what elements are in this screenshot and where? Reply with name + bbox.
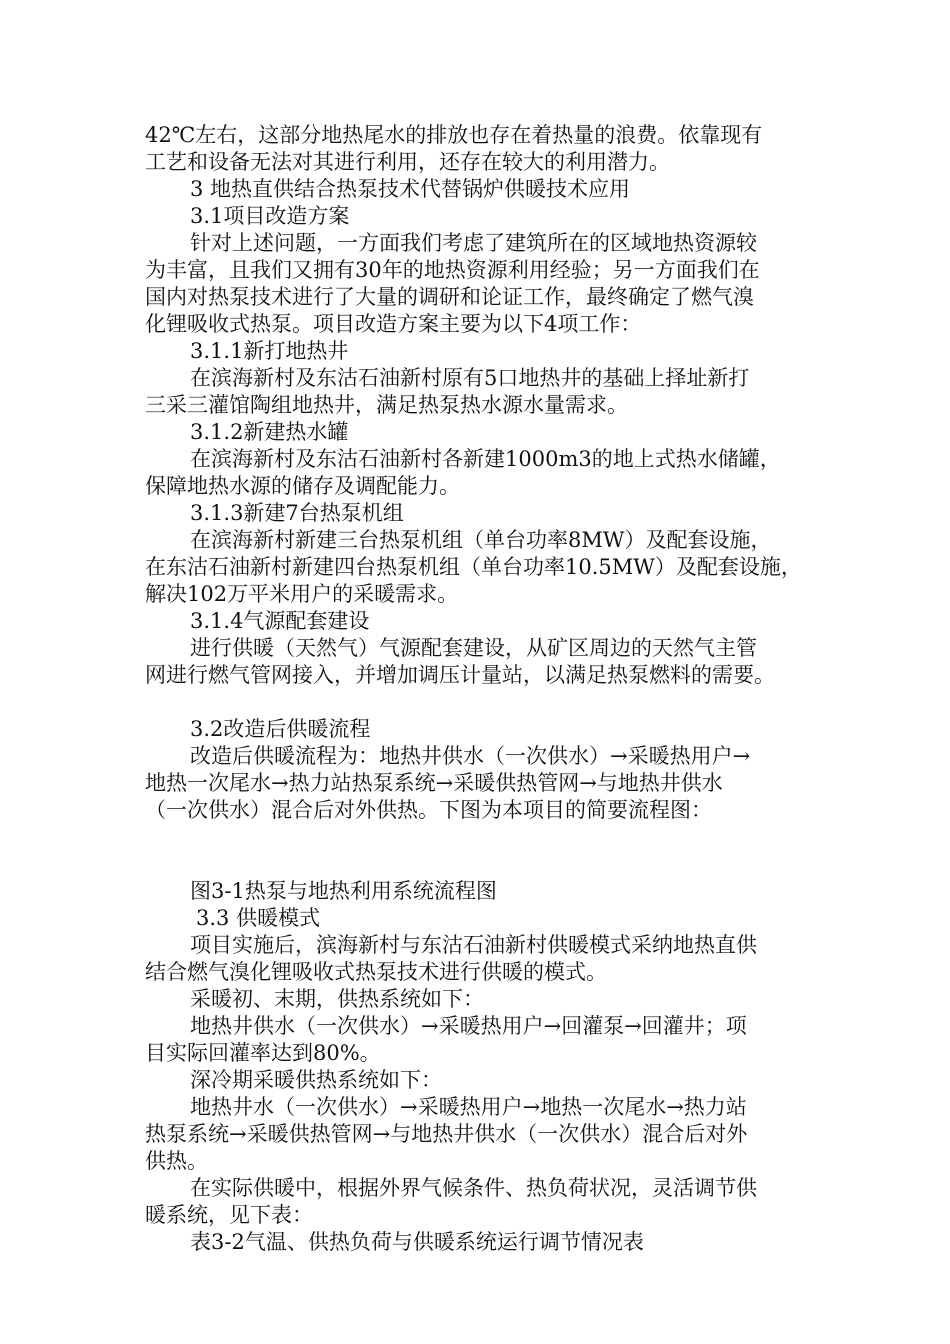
body-text-line: 在东沽石油新村新建四台热泵机组（单台功率10.5MW）及配套设施， [145,555,802,579]
body-text-line: 针对上述问题，一方面我们考虑了建筑所在的区域地热资源较 [190,231,757,255]
body-text-line: 国内对热泵技术进行了大量的调研和论证工作，最终确定了燃气溴 [145,285,754,309]
subsection-heading: 3.3 供暖模式 [196,906,321,930]
body-text-line: 暖系统，见下表： [145,1203,313,1227]
subsection-heading: 3.1.3新建7台热泵机组 [190,501,404,525]
body-text-line: 采暖初、末期，供热系统如下： [190,987,484,1011]
body-text-line: 为丰富，且我们又拥有30年的地热资源利用经验；另一方面我们在 [145,258,760,282]
body-text-line: 化锂吸收式热泵。项目改造方案主要为以下4项工作： [145,312,642,336]
body-text-line: 地热一次尾水→热力站热泵系统→采暖供热管网→与地热井供水 [145,771,723,795]
body-text-line: 在实际供暖中，根据外界气候条件、热负荷状况，灵活调节供 [190,1176,757,1200]
subsection-heading: 3.1项目改造方案 [190,204,350,228]
body-text-line: 地热井水（一次供水）→采暖热用户→地热一次尾水→热力站 [190,1095,747,1119]
body-text-line: 地热井供水（一次供水）→采暖热用户→回灌泵→回灌井；项 [190,1014,747,1038]
subsection-heading: 3.1.2新建热水罐 [190,420,349,444]
body-text-line: 保障地热水源的储存及调配能力。 [145,474,460,498]
body-text-line: 目实际回灌率达到80%。 [145,1041,381,1065]
body-text-line: 深冷期采暖供热系统如下： [190,1068,442,1092]
body-text-line: 工艺和设备无法对其进行利用，还存在较大的利用潜力。 [145,150,670,174]
table-caption: 表3-2气温、供热负荷与供暖系统运行调节情况表 [190,1230,644,1254]
body-text-line: 在滨海新村及东沽石油新村原有5口地热井的基础上择址新打 [190,366,750,390]
body-text-line: 解决102万平米用户的采暖需求。 [145,582,459,606]
body-text-line: 三采三灌馆陶组地热井，满足热泵热水源水量需求。 [145,393,628,417]
subsection-heading: 3.1.1新打地热井 [190,339,349,363]
subsection-heading: 3.2改造后供暖流程 [190,717,371,741]
body-text-line: 结合燃气溴化锂吸收式热泵技术进行供暖的模式。 [145,960,607,984]
figure-caption: 图3-1热泵与地热利用系统流程图 [190,879,497,903]
section-heading: 3 地热直供结合热泵技术代替锅炉供暖技术应用 [190,177,631,201]
body-text-line: 42℃左右，这部分地热尾水的排放也存在着热量的浪费。依靠现有 [145,123,763,147]
body-text-line: 在滨海新村及东沽石油新村各新建1000m3的地上式热水储罐， [190,447,781,471]
body-text-line: 改造后供暖流程为：地热井供水（一次供水）→采暖热用户→ [190,744,751,768]
body-text-line: 项目实施后，滨海新村与东沽石油新村供暖模式采纳地热直供 [190,933,757,957]
body-text-line: 在滨海新村新建三台热泵机组（单台功率8MW）及配套设施， [190,528,772,552]
body-text-line: （一次供水）混合后对外供热。下图为本项目的简要流程图： [145,798,712,822]
body-text-line: 网进行燃气管网接入，并增加调压计量站，以满足热泵燃料的需要。 [145,663,775,687]
body-text-line: 供热。 [145,1149,208,1173]
subsection-heading: 3.1.4气源配套建设 [190,609,370,633]
body-text-line: 热泵系统→采暖供热管网→与地热井供水（一次供水）混合后对外 [145,1122,748,1146]
body-text-line: 进行供暖（天然气）气源配套建设，从矿区周边的天然气主管 [190,636,757,660]
